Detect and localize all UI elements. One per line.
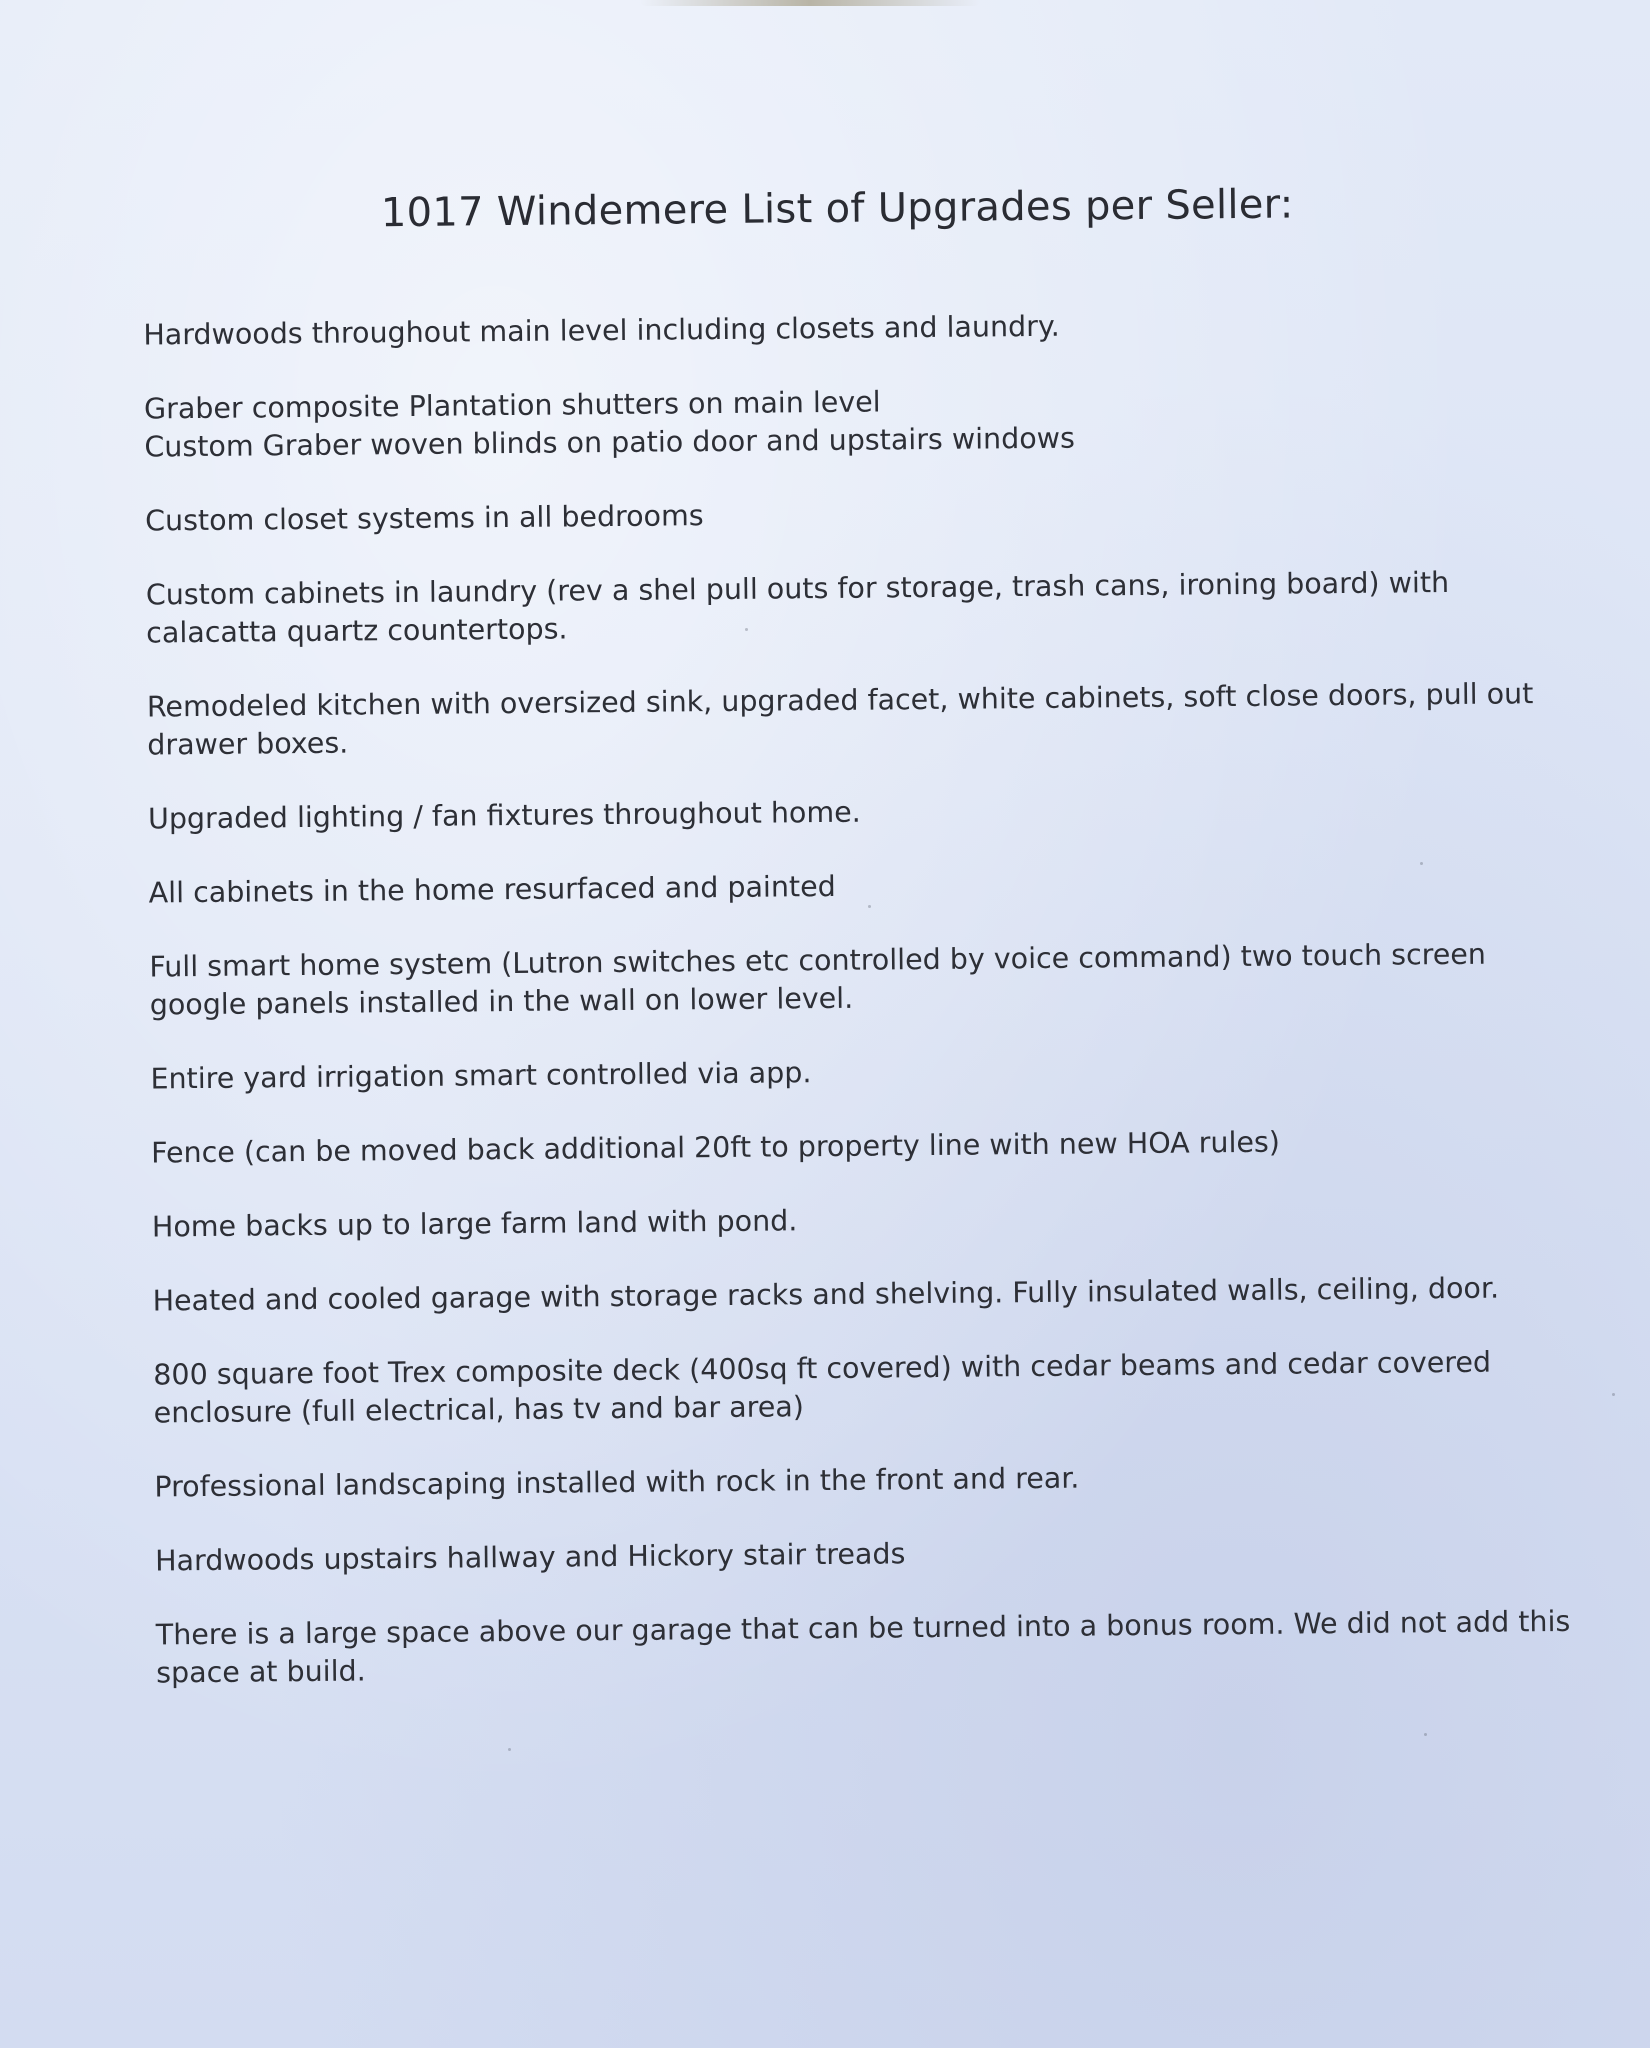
- upgrade-item-line: Entire yard irrigation smart controlled via app.: [150, 1056, 812, 1096]
- upgrade-item-line: Hardwoods upstairs hallway and Hickory stair treads: [154, 1537, 906, 1578]
- upgrade-item: [146, 675, 1534, 764]
- upgrade-item: [155, 1529, 1525, 1580]
- upgrade-item: [146, 563, 1517, 652]
- upgrade-item-line: Hardwoods throughout main level including closets and laundry.: [143, 309, 1060, 352]
- upgrade-item-line: Graber composite Plantation shutters on main level: [143, 385, 881, 426]
- upgrade-item-line: There is a large space above our garage that can be turned into a bonus room. We did not add this: [155, 1604, 1571, 1652]
- upgrade-item: [154, 1455, 1524, 1506]
- upgrade-item-line: Upgraded lighting / fan fixtures throughout home.: [147, 795, 861, 836]
- upgrade-item-line: 800 square foot Trex composite deck (400sq ft covered) with cedar beams and cedar covered: [153, 1345, 1492, 1392]
- upgrade-item-line: enclosure (full electrical, has tv and bar area): [153, 1390, 805, 1430]
- upgrade-item: [151, 1121, 1521, 1172]
- upgrade-item-line: Home backs up to large farm land with pond.: [151, 1204, 798, 1244]
- document-title: 1017 Windemere List of Upgrades per Seller:: [380, 181, 1294, 237]
- upgrade-item-line: Full smart home system (Lutron switches etc controlled by voice command) two touch screen: [149, 937, 1487, 984]
- upgrade-item: [155, 1603, 1571, 1692]
- upgrade-item: [153, 1343, 1524, 1432]
- upgrade-item-line: Remodeled kitchen with oversized sink, upgraded facet, white cabinets, soft close doors, pull out: [146, 677, 1534, 724]
- upgrade-item: [144, 377, 1515, 466]
- upgrade-item-line: space at build.: [156, 1654, 366, 1690]
- upgrade-list: [143, 303, 1571, 1728]
- upgrade-item-line: drawer boxes.: [147, 726, 349, 762]
- upgrade-item: [145, 489, 1515, 540]
- upgrade-item: [152, 1269, 1522, 1320]
- upgrade-item-line: Heated and cooled garage with storage racks and shelving. Fully insulated walls, ceiling, door.: [152, 1271, 1500, 1318]
- upgrade-item-line: calacatta quartz countertops.: [146, 612, 568, 650]
- upgrade-item-line: Custom closet systems in all bedrooms: [144, 499, 704, 538]
- upgrade-item-line: Custom cabinets in laundry (rev a shel pull outs for storage, trash cans, ironing board) with: [145, 565, 1450, 612]
- upgrade-item-line: Professional landscaping installed with rock in the front and rear.: [154, 1461, 1080, 1504]
- upgrade-item-line: google panels installed in the wall on lower level.: [149, 981, 854, 1022]
- upgrade-item: [149, 861, 1519, 912]
- upgrade-item: [152, 1195, 1522, 1246]
- upgrade-item: [149, 935, 1520, 1024]
- upgrade-item: [143, 303, 1513, 354]
- upgrade-item: [150, 1047, 1520, 1098]
- upgrade-item-line: All cabinets in the home resurfaced and painted: [148, 869, 836, 910]
- upgrade-item-line: Custom Graber woven blinds on patio door and upstairs windows: [144, 421, 1075, 464]
- upgrade-item-line: Fence (can be moved back additional 20ft to property line with new HOA rules): [151, 1125, 1281, 1170]
- upgrade-item: [148, 787, 1518, 838]
